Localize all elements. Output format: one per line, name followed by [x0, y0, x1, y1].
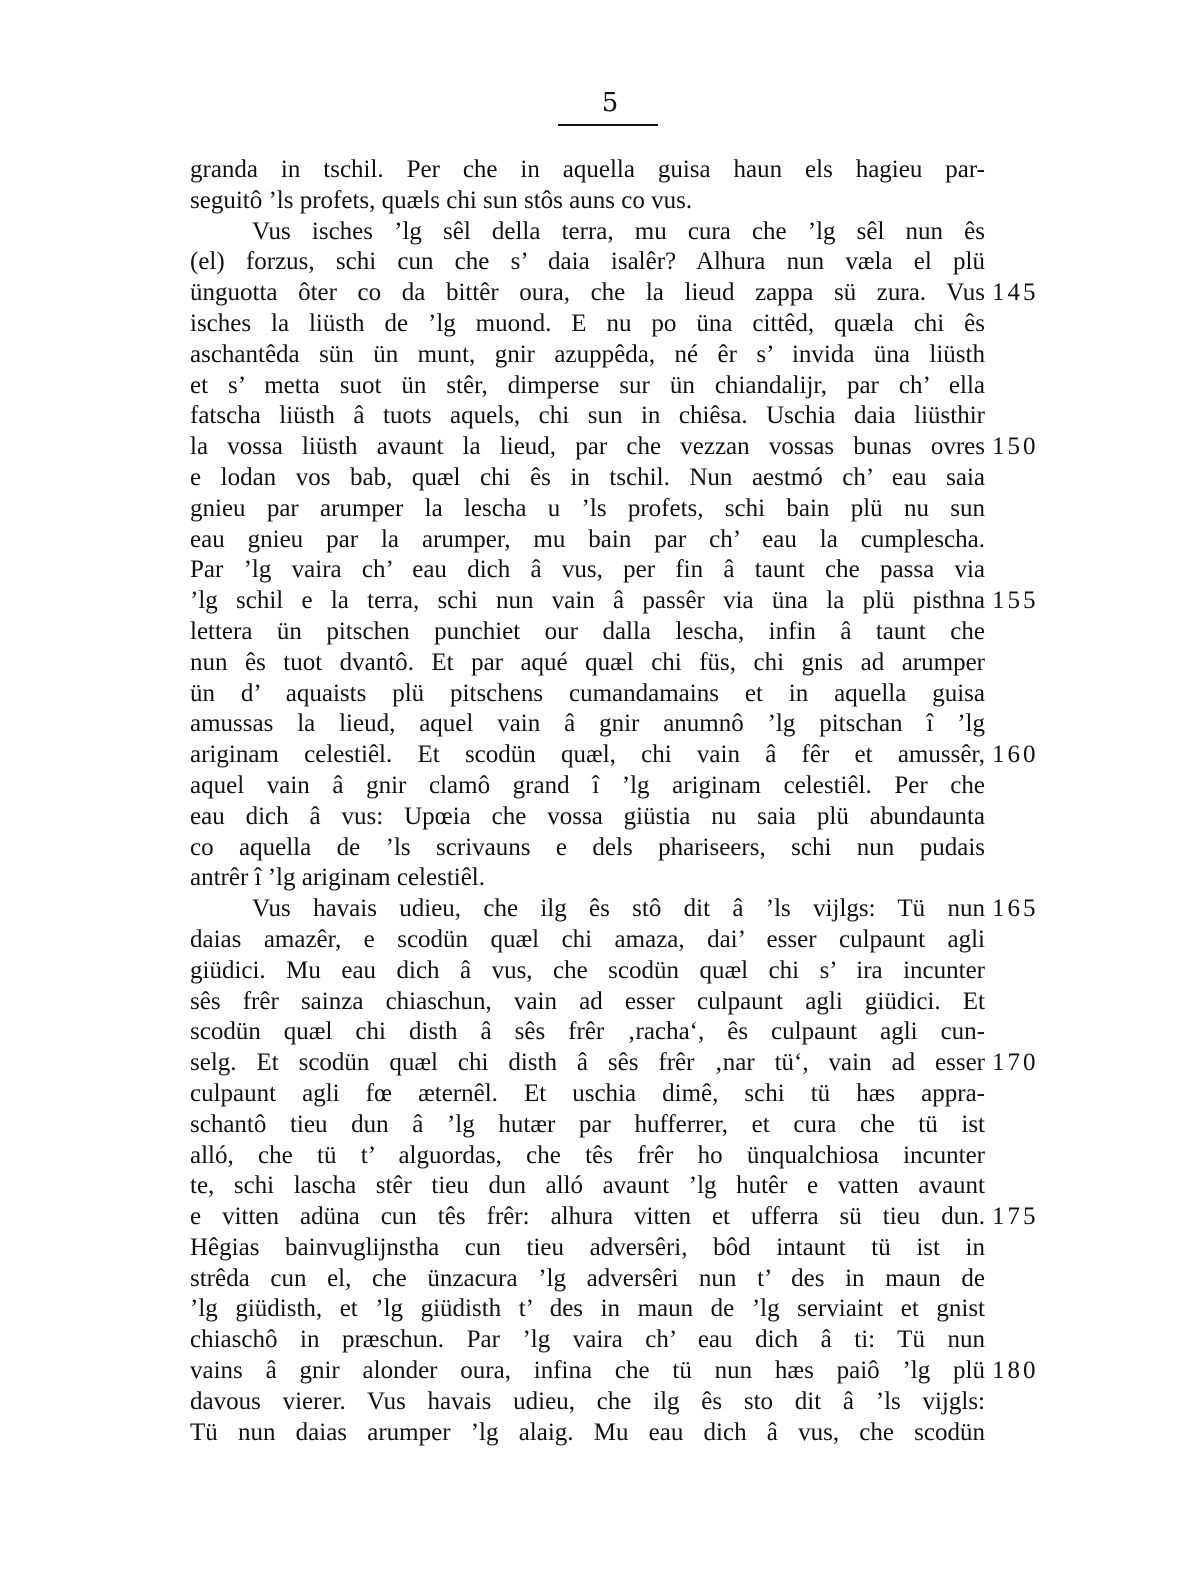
line-text: amussas la lieud, aquel vain â gnir anumnô ’lg pitschan î ’lg	[190, 710, 985, 738]
text-line	[190, 247, 985, 278]
text-line	[190, 1325, 985, 1356]
text-line	[190, 617, 985, 648]
line-text: ünguotta ôter co da bittêr oura, che la lieud zappa sü zura. Vus	[190, 279, 985, 307]
line-text: giüdici. Mu eau dich â vus, che scodün quæl chi s’ ira incunter	[190, 956, 985, 984]
text-line	[190, 802, 985, 833]
page-number: 5	[601, 88, 619, 118]
text-line	[190, 1356, 1039, 1387]
line-text: ’lg schil e la terra, schi nun vain â passêr via üna la plü pisthna	[190, 587, 985, 615]
line-text: isches la liüsth de ’lg muond. E nu po üna cittêd, quæla chi ês	[190, 309, 985, 337]
text-line	[190, 278, 1039, 309]
text-line	[190, 863, 985, 894]
text-line	[190, 432, 1039, 463]
text-line	[190, 155, 985, 186]
line-number: 145	[992, 279, 1039, 307]
line-number: 160	[992, 741, 1039, 769]
line-text: (el) forzus, schi cun che s’ daia isalêr? Alhura nun væla el plü	[190, 248, 985, 276]
line-text: e vitten adüna cun tês frêr: alhura vitten et ufferra sü tieu dun.	[190, 1203, 985, 1231]
line-number: 155	[992, 587, 1039, 615]
text-line	[190, 1418, 985, 1449]
text-line	[190, 186, 985, 217]
line-text: chiaschô in præschun. Par ’lg vaira ch’ eau dich â ti: Tü nun	[190, 1326, 985, 1354]
text-line	[190, 833, 985, 864]
text-line	[190, 371, 985, 402]
text-line	[190, 1017, 985, 1048]
line-text: co aquella de ’ls scrivauns e dels phariseers, schi nun pudais	[190, 833, 985, 861]
text-line	[190, 709, 985, 740]
line-text: Vus isches ’lg sêl della terra, mu cura che ’lg sêl nun ês	[252, 217, 985, 245]
line-text: ’lg giüdisth, et ’lg giüdisth t’ des in maun de ’lg serviaint et gnist	[190, 1295, 985, 1323]
line-text: selg. Et scodün quæl chi disth â sês frêr ‚nar tü‘, vain ad esser	[190, 1049, 985, 1077]
line-text: e lodan vos bab, quæl chi ês in tschil. Nun aestmó ch’ eau saia	[190, 463, 985, 491]
text-line	[190, 217, 985, 248]
line-text: daias amazêr, e scodün quæl chi amaza, dai’ esser culpaunt agli	[190, 925, 985, 953]
line-text: ün d’ aquaists plü pitschens cumandamains et in aquella guisa	[190, 679, 985, 707]
line-number: 150	[992, 433, 1039, 461]
line-number: 170	[992, 1049, 1039, 1077]
text-line	[190, 555, 985, 586]
line-text: Hêgias bainvuglijnstha cun tieu adversêri, bôd intaunt tü ist in	[190, 1233, 985, 1261]
line-text: Par ’lg vaira ch’ eau dich â vus, per fin â taunt che passa via	[190, 556, 985, 584]
line-text: te, schi lascha stêr tieu dun alló avaunt ’lg hutêr e vatten avaunt	[190, 1172, 985, 1200]
text-line	[190, 771, 985, 802]
line-text: et s’ metta suot ün stêr, dimperse sur ün chiandalijr, par ch’ ella	[190, 371, 985, 399]
line-number: 165	[992, 895, 1039, 923]
text-line	[190, 956, 985, 987]
line-text: ariginam celestiêl. Et scodün quæl, chi vain â fêr et amussêr,	[190, 741, 985, 769]
text-line	[190, 1171, 985, 1202]
text-line	[190, 1387, 985, 1418]
text-line	[190, 1233, 985, 1264]
text-line	[190, 525, 985, 556]
text-line	[190, 894, 1039, 925]
text-block	[190, 155, 1039, 1448]
line-text: gnieu par arumper la lescha u ’ls profets, schi bain plü nu sun	[190, 494, 985, 522]
line-text: scodün quæl chi disth â sês frêr ‚racha‘, ês culpaunt agli cun-	[190, 1018, 985, 1046]
text-line	[190, 925, 985, 956]
line-number: 180	[992, 1357, 1039, 1385]
line-text: granda in tschil. Per che in aquella guisa haun els hagieu par-	[190, 156, 985, 183]
line-text: culpaunt agli fœ æternêl. Et uschia dimê, schi tü hæs appra-	[190, 1079, 985, 1107]
line-text: vains â gnir alonder oura, infina che tü nun hæs paiô ’lg plü	[190, 1357, 985, 1385]
text-line	[190, 740, 1039, 771]
line-text: eau gnieu par la arumper, mu bain par ch’ eau la cumplescha.	[190, 525, 985, 553]
line-number: 175	[992, 1203, 1039, 1231]
line-text: nun ês tuot dvantô. Et par aqué quæl chi füs, chi gnis ad arumper	[190, 648, 985, 676]
text-line	[190, 1294, 985, 1325]
text-line	[190, 987, 985, 1018]
text-line	[190, 309, 985, 340]
text-line	[190, 586, 1039, 617]
text-line	[190, 1264, 985, 1295]
text-line	[190, 679, 985, 710]
text-line	[190, 463, 985, 494]
text-line	[190, 401, 985, 432]
text-line	[190, 648, 985, 679]
text-line	[190, 494, 985, 525]
page-number-rule	[558, 124, 658, 126]
line-text: lettera ün pitschen punchiet our dalla lescha, infin â taunt che	[190, 617, 985, 645]
line-text: sês frêr sainza chiaschun, vain ad esser culpaunt agli giüdici. Et	[190, 987, 985, 1015]
line-text: alló, che tü t’ alguordas, che tês frêr ho ünqualchiosa incunter	[190, 1141, 985, 1169]
line-text: la vossa liüsth avaunt la lieud, par che vezzan vossas bunas ovres	[190, 433, 985, 461]
line-text: davous vierer. Vus havais udieu, che ilg ês sto dit â ’ls vijgls:	[190, 1387, 985, 1415]
text-line	[190, 340, 985, 371]
line-text: Vus havais udieu, che ilg ês stô dit â ’ls vijlgs: Tü nun	[252, 895, 985, 923]
line-text: aschantêda sün ün munt, gnir azuppêda, né êr s’ invida üna liüsth	[190, 340, 985, 368]
text-line	[190, 1202, 1039, 1233]
line-text: Tü nun daias arumper ’lg alaig. Mu eau dich â vus, che scodün	[190, 1418, 985, 1446]
line-text: aquel vain â gnir clamô grand î ’lg ariginam celestiêl. Per che	[190, 771, 985, 799]
line-text: fatscha liüsth â tuots aquels, chi sun in chiêsa. Uschia daia liüsthir	[190, 402, 985, 430]
line-text: strêda cun el, che ünzacura ’lg adversêri nun t’ des in maun de	[190, 1264, 985, 1292]
line-text: schantô tieu dun â ’lg hutær par hufferrer, et cura che tü ist	[190, 1110, 985, 1138]
line-text: antrêr î ’lg ariginam celestiêl.	[190, 864, 486, 892]
text-line	[190, 1141, 985, 1172]
line-text: eau dich â vus: Upœia che vossa giüstia nu saia plü abundaunta	[190, 802, 985, 830]
text-line	[190, 1048, 1039, 1079]
text-line	[190, 1110, 985, 1141]
line-text: seguitô ’ls profets, quæls chi sun stôs auns co vus.	[190, 186, 693, 214]
text-line	[190, 1079, 985, 1110]
